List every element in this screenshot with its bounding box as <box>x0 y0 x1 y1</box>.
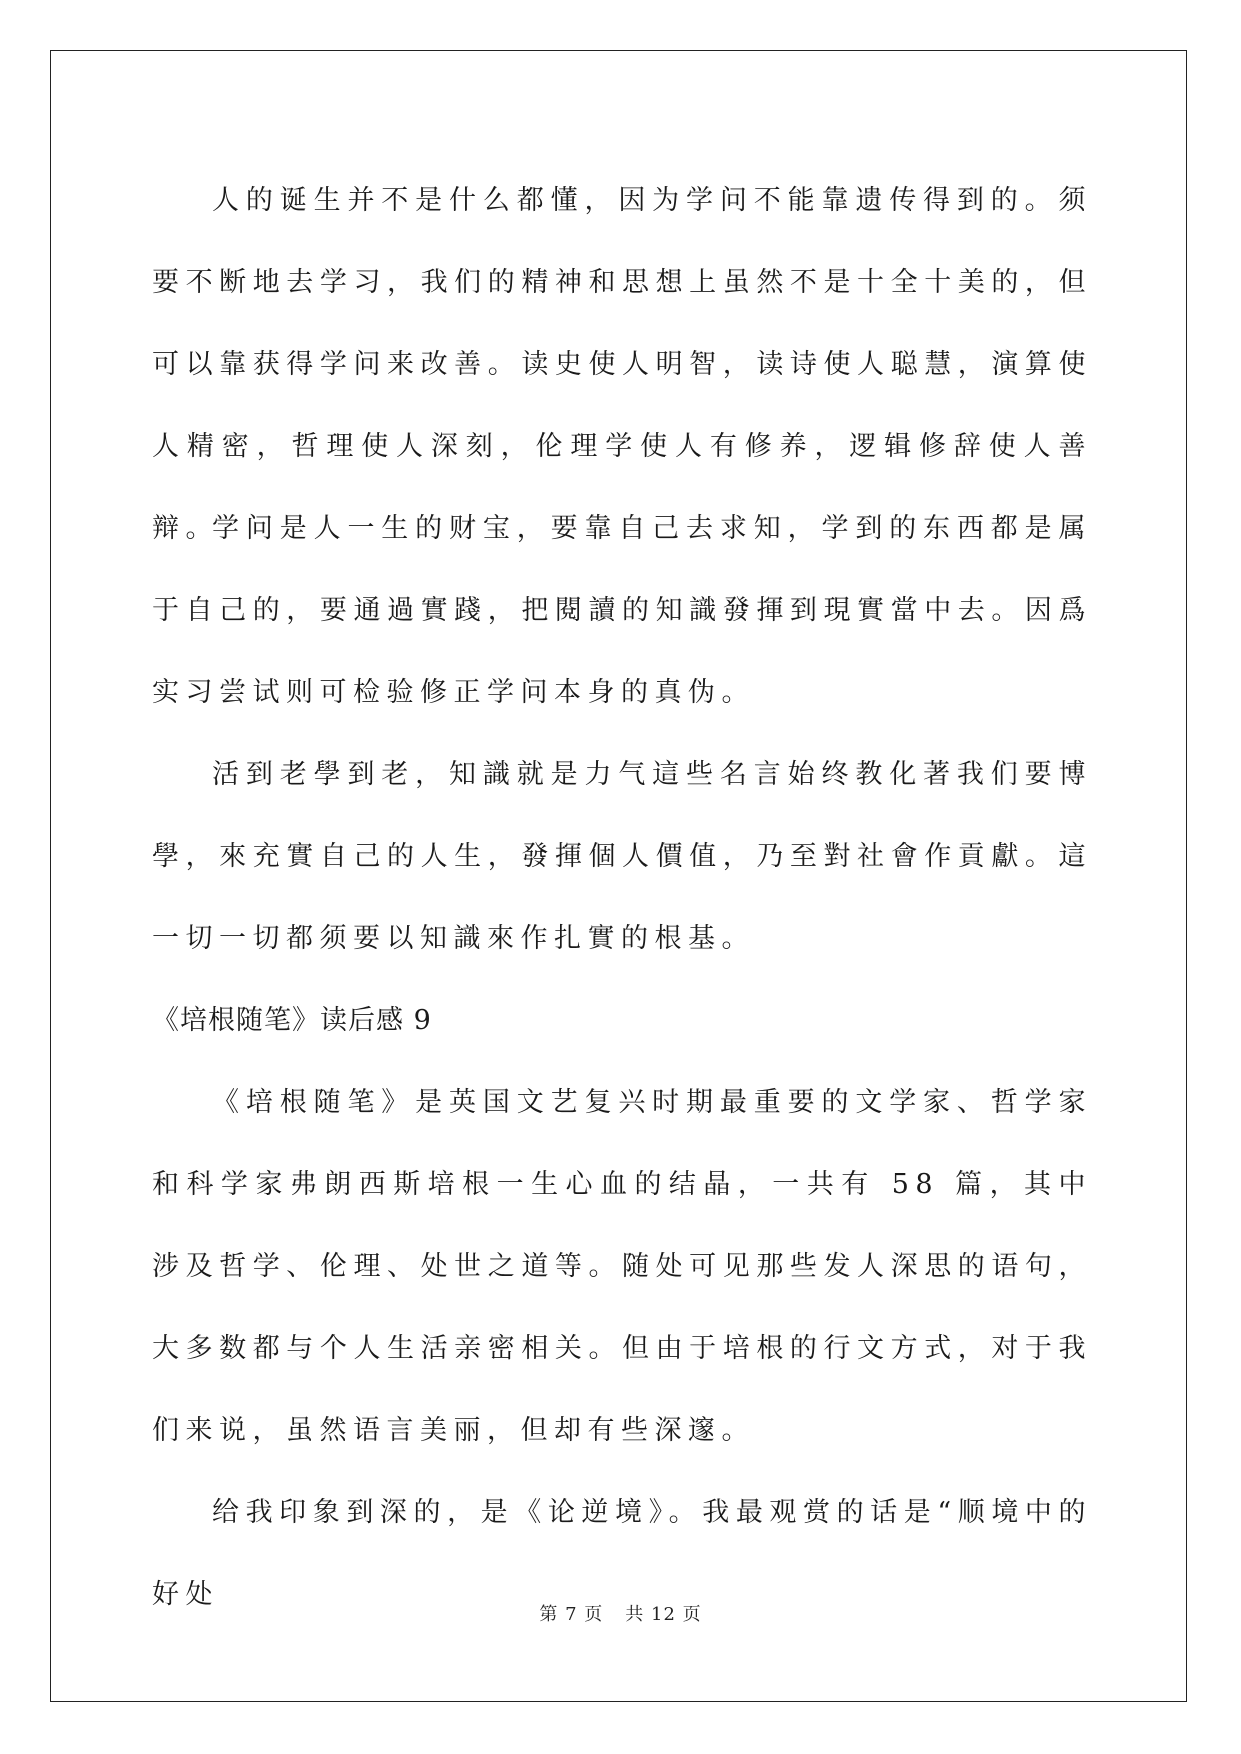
section-paragraph-1: 《培根随笔》是英国文艺复兴时期最重要的文学家、哲学家和科学家弗朗西斯培根一生心血的结晶，一共有 58 篇，其中涉及哲学、伦理、处世之道等。随处可见那些发人深思的语句，大多数都与个人生活亲密相关。但由于培根的行文方式，对于我们来说，虽然语言美丽，但却有些深邃。 <box>152 1087 1092 1446</box>
paragraph-1: 人的诞生并不是什么都懂，因为学问不能靠遗传得到的。须要不断地去学习，我们的精神和思想上虽然不是十全十美的，但可以靠获得学问来改善。读史使人明智，读诗使人聪慧，演算使人精密，哲理使人深刻，伦理学使人有修养，逻辑修辞使人善辩。 <box>152 185 1092 544</box>
paragraph-3: 活到老學到老，知識就是力气這些名言始终教化著我们要博學，來充實自己的人生，發揮個人價值，乃至對社會作貢獻。這一切一切都须要以知識來作扎實的根基。 <box>152 759 1092 954</box>
section-heading: 《培根随笔》读后感 9 <box>152 1005 432 1036</box>
paragraph-2: 学问是人一生的财宝，要靠自己去求知，学到的东西都是属于自己的，要通過實踐，把閱讀的知識發揮到現實當中去。因爲实习尝试则可检验修正学问本身的真伪。 <box>152 513 1092 708</box>
page-number-total: 共 12 页 <box>625 1604 702 1625</box>
document-body <box>152 160 1092 1610</box>
page-footer <box>0 1600 1241 1626</box>
page-number-current: 第 7 页 <box>539 1604 604 1625</box>
section-paragraph-2: 给我印象到深的，是《论逆境》。我最观赏的话是“顺境中的好处 <box>152 1497 1092 1610</box>
